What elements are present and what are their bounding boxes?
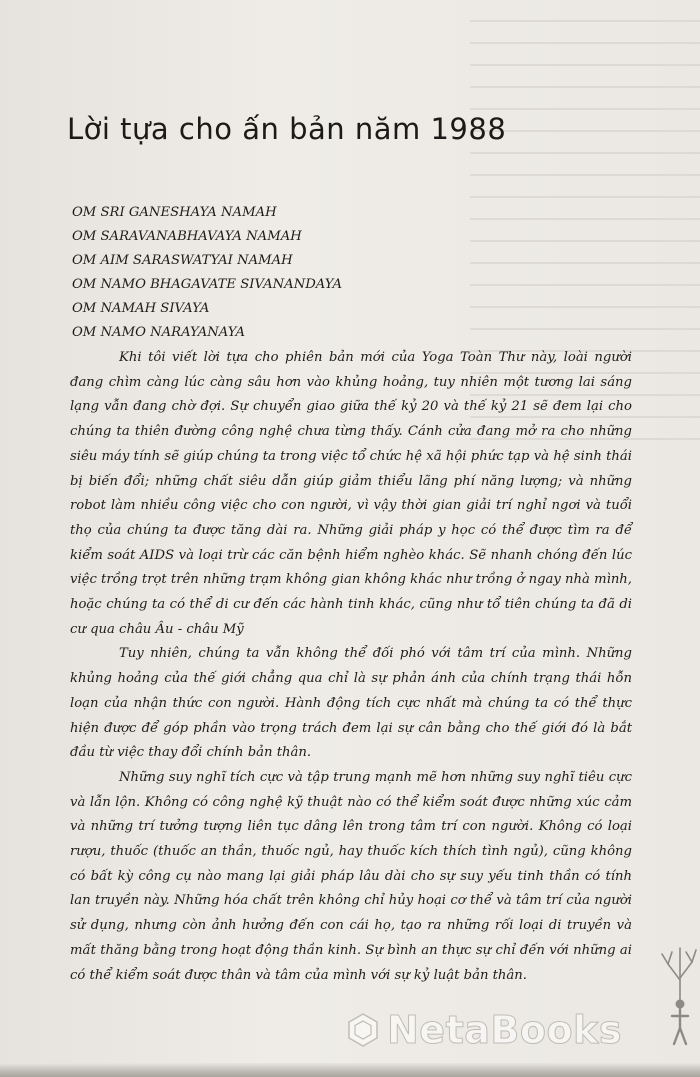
netabooks-logo-icon: [345, 1012, 381, 1048]
page-title: Lời tựa cho ấn bản năm 1988: [67, 112, 507, 146]
body-text: [70, 346, 632, 988]
mantra-line: OM SRI GANESHAYA NAMAH: [72, 205, 277, 220]
mantra-line: OM NAMO NARAYANAYA: [72, 325, 245, 340]
mantra-line: OM AIM SARASWATYAI NAMAH: [72, 253, 293, 268]
paragraph: Tuy nhiên, chúng ta vẫn không thể đối phó với tâm trí của mình. Những khủng hoảng của thế giới chẳng qua chỉ là sự phản ánh của chính trạng thái hỗn loạn của nhận thức con người. Hành động tích cực nhất mà chúng ta có thể thực hiện được để góp phần vào trọng trách đem lại sự cân bằng cho thế giới đó là bắt đầu từ việc thay đổi chính bản thân.: [70, 646, 632, 761]
page-bottom-edge: [0, 1063, 700, 1077]
paragraph: Những suy nghĩ tích cực và tập trung mạnh mẽ hơn những suy nghĩ tiêu cực và lẫn lộn. Không có công nghệ kỹ thuật nào có thể kiểm soát được những xúc cảm và những trí tưởng tượng liên tục dâng lên trong tâm trí con người. Không có loại rượu, thuốc (thuốc an thần, thuốc ngủ, hay thuốc kích thích tình ngủ), cũng không có bất kỳ công cụ nào mang lại giải pháp lâu dài cho sự suy yếu tinh thần có tính lan truyền này. Những hóa chất trên không chỉ hủy hoại cơ thể và tâm trí của người sử dụng, nhưng còn ảnh hưởng đến con cái họ, tạo ra những rối loại di truyền và mất thăng bằng trong hoạt động thần kinh. Sự bình an thực sự chỉ đến với những ai có thể kiểm soát được thân và tâm của mình với sự kỷ luật bản thân.: [70, 769, 632, 983]
netabooks-watermark: [345, 1005, 700, 1055]
mantra-line: OM NAMO BHAGAVATE SIVANANDAYA: [72, 277, 342, 292]
watermark-text: NetaBooks: [387, 1008, 622, 1052]
paragraph: Khi tôi viết lời tựa cho phiên bản mới của Yoga Toàn Thư này, loài người đang chìm càng lúc càng sâu hơn vào khủng hoảng, tuy nhiên một tương lai sáng lạng vẫn đang chờ đợi. Sự chuyển giao giữa thế kỷ 20 và thế kỷ 21 sẽ đem lại cho chúng ta thiên đường công nghệ chưa từng thấy. Cánh cửa đang mở ra cho những siêu máy tính sẽ giúp chúng ta trong việc tổ chức hệ xã hội phức tạp và hệ sinh thái bị biến đổi; những chất siêu dẫn giúp giảm thiểu lãng phí năng lượng; và những robot làm nhiều công việc cho con người, vì vậy thời gian giải trí nghỉ ngơi và tuổi thọ của chúng ta được tăng dài ra. Những giải pháp y học có thể được tìm ra để kiểm soát AIDS và loại trừ các căn bệnh hiểm nghèo khác. Sẽ nhanh chóng đến lúc việc trồng trọt trên những trạm không gian không khác như trồng ở ngay nhà mình, hoặc chúng ta có thể di cư đến các hành tinh khác, cũng như tổ tiên chúng ta đã di cư qua châu Âu - châu Mỹ: [70, 350, 632, 637]
mantra-line: OM SARAVANABHAVAYA NAMAH: [72, 229, 302, 244]
mantra-list: [72, 201, 342, 345]
mantra-line: OM NAMAH SIVAYA: [72, 301, 210, 316]
